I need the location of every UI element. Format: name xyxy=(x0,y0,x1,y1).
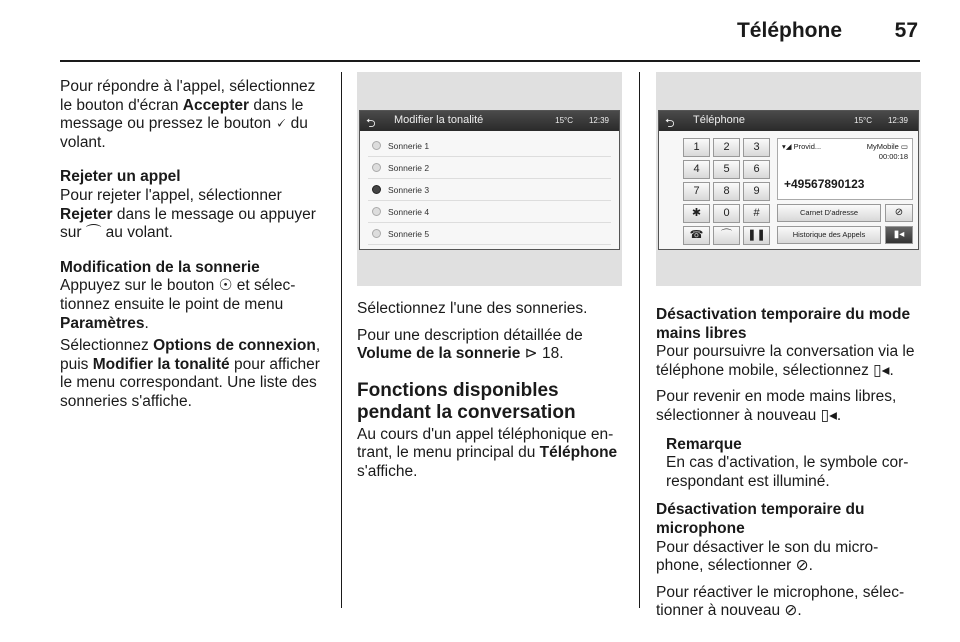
temperature: 15°C xyxy=(854,116,872,125)
select-ringtone-paragraph: Sélectionnez l'une des sonneries. xyxy=(357,300,588,317)
contacts-button[interactable]: Carnet D'adresse xyxy=(777,204,881,222)
radio-button-icon[interactable] xyxy=(372,185,381,194)
ringtone-item[interactable] xyxy=(368,135,611,157)
ringtone-label: Sonnerie 5 xyxy=(388,229,430,239)
ringtone-item[interactable] xyxy=(368,223,611,245)
reactivate-microphone-paragraph: Pour réactiver le microphone, sélec- tionner à nouveau ⊘. xyxy=(656,583,905,620)
options-paragraph: Sélectionnez Options de connexion, puis Modifier la tonalité pour afficher le menu correspondant. Une liste des sonneries s'affiche. xyxy=(60,337,321,410)
column-2 xyxy=(357,300,625,498)
phone-number: +49567890123 xyxy=(784,177,865,191)
screen-title: Téléphone xyxy=(693,114,745,126)
page-number: 57 xyxy=(894,19,918,42)
screen-title-bar xyxy=(659,111,918,131)
remark-box xyxy=(656,436,924,492)
phone-screenshot xyxy=(656,72,921,286)
answer-paragraph: Pour répondre à l'appel, sélectionnez le bouton d'écran Accepter dans le message ou pressez le bouton 🗸 du volant. xyxy=(60,78,316,151)
radio-button-icon[interactable] xyxy=(372,229,381,238)
volume-reference-paragraph: Pour une description détaillée de Volume de la sonnerie ⊳ 18. xyxy=(357,326,583,363)
keypad-key[interactable]: 6 xyxy=(743,160,770,179)
ringtone-heading: Modification de la sonnerie xyxy=(60,258,260,276)
temperature: 15°C xyxy=(555,116,573,125)
remark-title: Remarque xyxy=(666,435,742,453)
ringtone-label: Sonnerie 3 xyxy=(388,185,430,195)
answer-key-icon: 🗸 xyxy=(275,115,287,133)
reject-heading: Rejeter un appel xyxy=(60,168,181,186)
radio-button-icon[interactable] xyxy=(372,141,381,150)
keypad-key[interactable]: ✱ xyxy=(683,204,710,223)
keypad-key[interactable]: 0 xyxy=(713,204,740,223)
provider-label: ▾◢ Provid... xyxy=(782,142,822,151)
keypad-key[interactable]: 8 xyxy=(713,182,740,201)
clock: 12:39 xyxy=(887,116,908,125)
clock: 12:39 xyxy=(588,116,609,125)
handsfree-icon: ▯◂ xyxy=(820,406,837,424)
mute-microphone-icon[interactable]: ⊘ xyxy=(885,204,913,222)
ringtone-label: Sonnerie 1 xyxy=(388,141,430,151)
keypad-key[interactable]: 5 xyxy=(713,160,740,179)
ringtone-item[interactable] xyxy=(368,201,611,223)
remark-text: En cas d'activation, le symbole cor- respondant est illuminé. xyxy=(666,454,909,490)
column-divider xyxy=(639,72,640,608)
reject-section: Rejeter un appel Pour rejeter l'appel, sélectionner Rejeter dans le message ou appuyer sur ⌒ au volant. xyxy=(60,168,316,242)
ringtone-screen xyxy=(359,110,620,250)
keypad-key[interactable]: 2 xyxy=(713,138,740,157)
ringtone-item[interactable] xyxy=(368,157,611,179)
page-header xyxy=(0,0,960,60)
keypad-key[interactable]: 4 xyxy=(683,160,710,179)
call-control-key[interactable]: ⌒ xyxy=(713,226,740,245)
keypad-key[interactable]: 9 xyxy=(743,182,770,201)
call-duration: 00:00:18 xyxy=(878,152,908,161)
ringtone-screenshot xyxy=(357,72,622,286)
ringtone-section: Modification de la sonnerie Appuyez sur le bouton ☉ et sélec- tionnez ensuite le point de menu Paramètres. xyxy=(60,258,296,332)
column-1 xyxy=(60,78,326,428)
call-history-button[interactable]: Historique des Appels xyxy=(777,226,881,244)
column-3 xyxy=(656,306,924,625)
radio-button-icon[interactable] xyxy=(372,207,381,216)
call-control-key[interactable]: ☎ xyxy=(683,226,710,245)
keypad-key[interactable]: 3 xyxy=(743,138,770,157)
column-divider xyxy=(341,72,342,608)
ringtone-label: Sonnerie 2 xyxy=(388,163,430,173)
call-control-key[interactable]: ❚❚ xyxy=(743,226,770,245)
functions-paragraph: Au cours d'un appel téléphonique en- trant, le menu principal du Téléphone s'affiche. xyxy=(357,425,618,480)
radio-button-icon[interactable] xyxy=(372,163,381,172)
header-rule xyxy=(60,60,920,62)
back-arrow-icon[interactable]: ⮌ xyxy=(665,116,675,130)
keypad-key[interactable]: 1 xyxy=(683,138,710,157)
screen-title: Modifier la tonalité xyxy=(394,114,484,126)
microphone-section: Désactivation temporaire du microphone Pour désactiver le son du micro- phone, sélectionner ⊘. xyxy=(656,501,879,575)
handsfree-section: Désactivation temporaire du mode mains libres Pour poursuivre la conversation via le téléphone mobile, sélectionnez ▯◂. xyxy=(656,306,915,379)
page-title: Téléphone xyxy=(736,19,842,42)
handsfree-heading: Désactivation temporaire du mode mains libres xyxy=(656,306,911,342)
hangup-key-icon: ⌒ xyxy=(85,224,102,242)
ringtone-label: Sonnerie 4 xyxy=(388,207,430,217)
back-arrow-icon[interactable]: ⮌ xyxy=(366,116,376,130)
ringtone-item[interactable] xyxy=(368,179,611,201)
ringtone-list xyxy=(360,135,619,245)
screen-title-bar xyxy=(360,111,619,131)
handsfree-toggle-icon[interactable]: ▮◂ xyxy=(885,226,913,244)
mobile-label: MyMobile ▭ xyxy=(866,142,908,151)
keypad-key[interactable]: 7 xyxy=(683,182,710,201)
keypad-key[interactable]: # xyxy=(743,204,770,223)
settings-key-icon: ☉ xyxy=(218,277,233,295)
handsfree-icon: ▯◂ xyxy=(873,361,890,379)
mute-microphone-icon: ⊘ xyxy=(784,602,798,620)
mute-microphone-icon: ⊘ xyxy=(795,557,809,575)
functions-heading: Fonctions disponibles pendant la conversation xyxy=(357,379,576,423)
microphone-heading: Désactivation temporaire du microphone xyxy=(656,501,865,537)
call-info-box xyxy=(777,138,913,200)
phone-screen xyxy=(658,110,919,250)
return-handsfree-paragraph: Pour revenir en mode mains libres, sélectionner à nouveau ▯◂. xyxy=(656,388,897,424)
